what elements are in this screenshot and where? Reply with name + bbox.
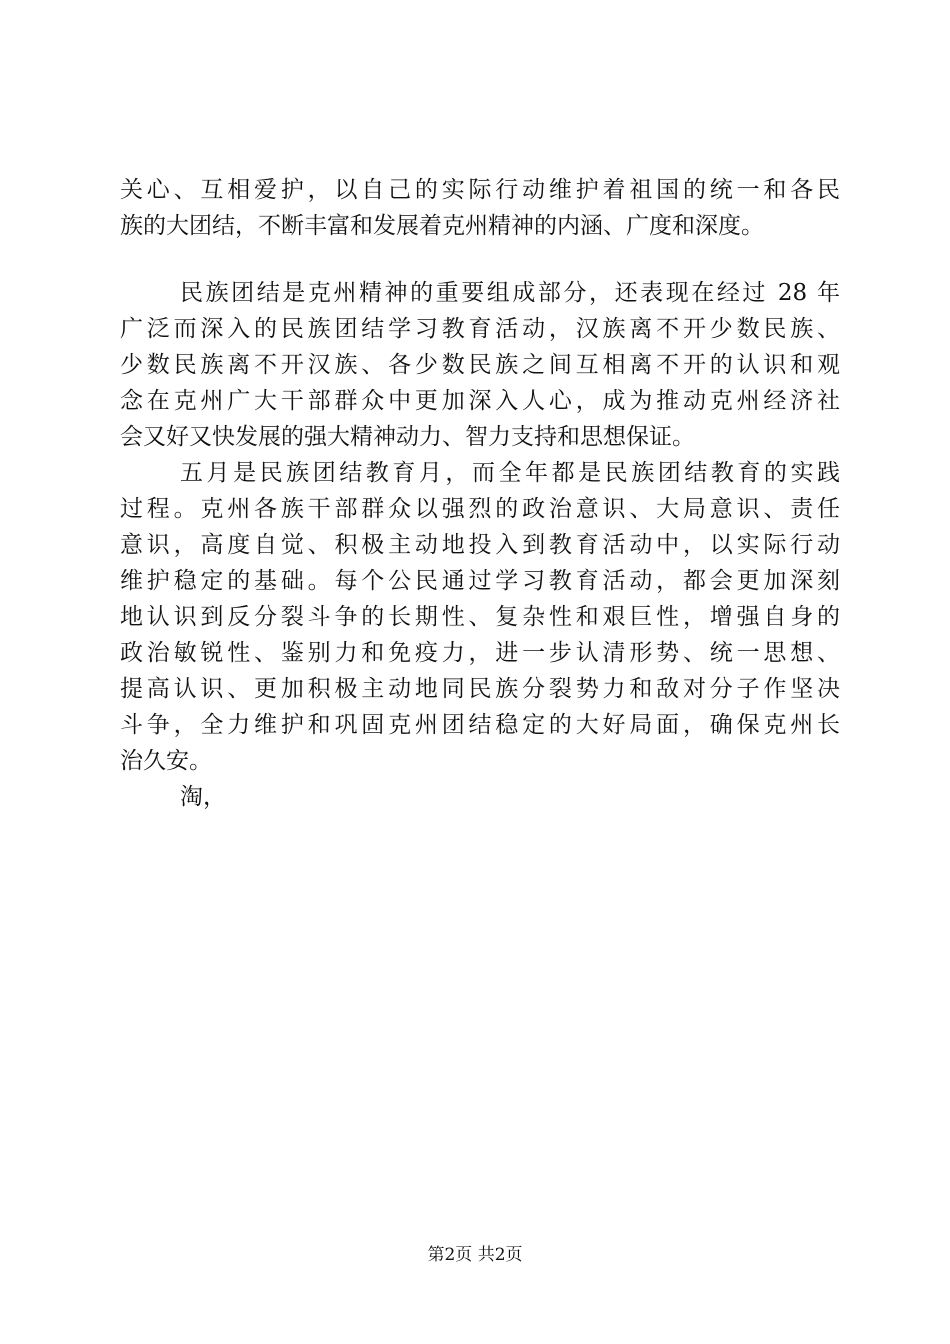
text-line: 地认识到反分裂斗争的长期性、复杂性和艰巨性，增强自身的 (120, 604, 840, 630)
text-line: 过程。克州各族干部群众以强烈的政治意识、大局意识、责任 (120, 496, 840, 522)
text-line: 意识，高度自觉、积极主动地投入到教育活动中，以实际行动 (120, 532, 840, 558)
text-line: 维护稳定的基础。每个公民通过学习教育活动，都会更加深刻 (120, 568, 840, 594)
text-line: 念在克州广大干部群众中更加深入人心，成为推动克州经济社 (120, 388, 840, 414)
text-line: 淘， (180, 784, 226, 810)
text-line: 广泛而深入的民族团结学习教育活动，汉族离不开少数民族、 (120, 316, 840, 342)
text-line: 关心、互相爱护，以自己的实际行动维护着祖国的统一和各民 (120, 177, 840, 203)
paragraph-3 (120, 455, 840, 779)
paragraph-gap (120, 244, 840, 275)
text-line: 斗争，全力维护和巩固克州团结稳定的大好局面，确保克州长 (120, 712, 840, 738)
text-line: 提高认识、更加积极主动地同民族分裂势力和敌对分子作坚决 (120, 676, 840, 702)
text-line: 会又好又快发展的强大精神动力、智力支持和思想保证。 (120, 424, 695, 450)
text-line: 五月是民族团结教育月，而全年都是民族团结教育的实践 (180, 460, 840, 486)
document-body (120, 172, 840, 815)
text-line: 治久安。 (120, 748, 212, 774)
text-line: 少数民族离不开汉族、各少数民族之间互相离不开的认识和观 (120, 352, 840, 378)
text-line: 民族团结是克州精神的重要组成部分，还表现在经过 28 年 (180, 280, 840, 306)
paragraph-4 (120, 779, 840, 815)
text-line: 政治敏锐性、鉴别力和免疫力，进一步认清形势、统一思想、 (120, 640, 840, 666)
paragraph-2 (120, 275, 840, 455)
page-footer (0, 1243, 950, 1267)
page-number-label: 第2页 共2页 (427, 1245, 523, 1265)
text-line: 族的大团结，不断丰富和发展着克州精神的内涵、广度和深度。 (120, 213, 764, 239)
paragraph-1 (120, 172, 840, 244)
